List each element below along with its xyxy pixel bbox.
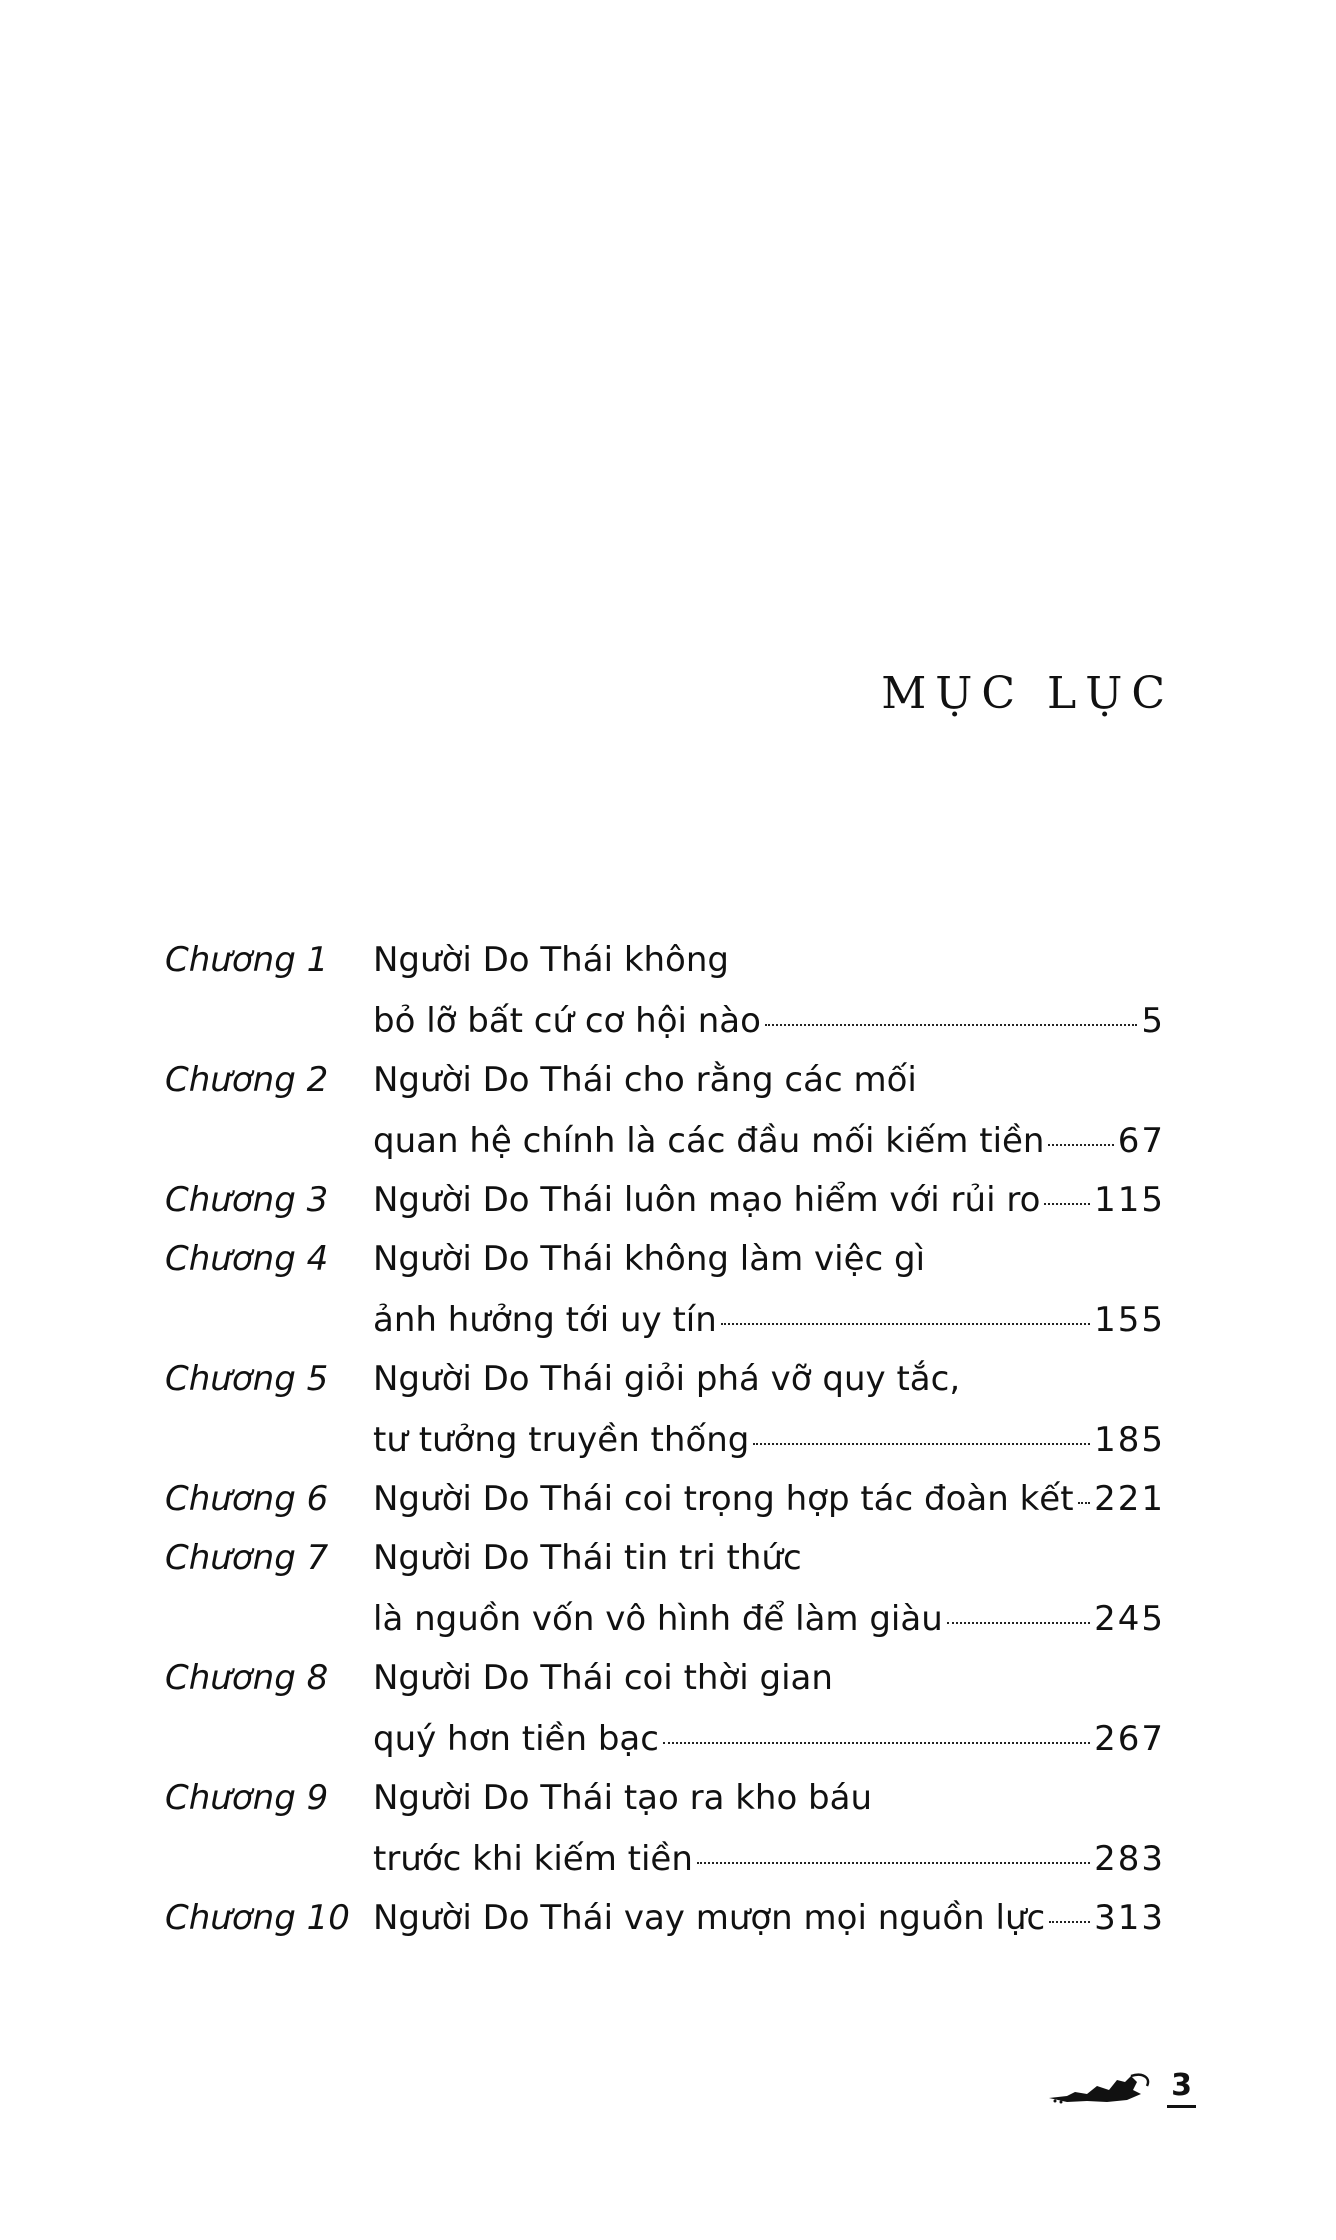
page-ref: 313 — [1094, 1898, 1165, 1938]
entry-lines — [373, 1170, 1165, 1231]
entry-final-line — [373, 1829, 1165, 1890]
toc-entry — [165, 1888, 1165, 1949]
toc-entry — [165, 1349, 1165, 1471]
entry-title-line: là nguồn vốn vô hình để làm giàu — [373, 1599, 943, 1639]
entry-final-line — [373, 1709, 1165, 1770]
entry-title-line: ảnh hưởng tới uy tín — [373, 1300, 717, 1340]
entry-title-line: quý hơn tiền bạc — [373, 1719, 659, 1759]
toc-entry — [165, 1469, 1165, 1530]
entry-title-line: Người Do Thái tin tri thức — [373, 1538, 802, 1578]
toc-entry — [165, 930, 1165, 1052]
entry-lines — [373, 1050, 1165, 1172]
entry-title-line: Người Do Thái coi trọng hợp tác đoàn kết — [373, 1479, 1074, 1519]
entry-lines — [373, 1349, 1165, 1471]
entry-lines — [373, 1469, 1165, 1530]
entry-lines — [373, 1888, 1165, 1949]
entry-final-line — [373, 1170, 1165, 1231]
chapter-label: Chương 7 — [165, 1538, 329, 1578]
entry-title-line: bỏ lỡ bất cứ cơ hội nào — [373, 1001, 761, 1041]
dot-leader — [721, 1323, 1090, 1325]
entry-final-line — [373, 1888, 1165, 1949]
entry-title-line: Người Do Thái giỏi phá vỡ quy tắc, — [373, 1359, 961, 1399]
dot-leader — [753, 1443, 1090, 1445]
entry-lines — [373, 1229, 1165, 1351]
dot-leader — [765, 1024, 1137, 1026]
entry-title-line: Người Do Thái coi thời gian — [373, 1658, 833, 1698]
entry-lines — [373, 930, 1165, 1052]
dot-leader — [663, 1742, 1090, 1744]
entry-title-line: quan hệ chính là các đầu mối kiếm tiền — [373, 1121, 1045, 1161]
dot-leader — [1049, 1921, 1090, 1923]
toc-entry — [165, 1648, 1165, 1770]
toc-entry — [165, 1170, 1165, 1231]
entry-lines — [373, 1648, 1165, 1770]
entry-title-line: tư tưởng truyền thống — [373, 1420, 750, 1460]
entry-final-line — [373, 1469, 1165, 1530]
page-ref: 67 — [1117, 1121, 1165, 1161]
fish-ornament-icon — [1047, 2068, 1157, 2108]
chapter-label: Chương 3 — [165, 1180, 329, 1220]
entry-title-line: Người Do Thái tạo ra kho báu — [373, 1778, 873, 1818]
entry-final-line — [373, 1589, 1165, 1650]
entry-final-line — [373, 1290, 1165, 1351]
dot-leader — [947, 1622, 1090, 1624]
chapter-label: Chương 5 — [165, 1359, 329, 1399]
chapter-label: Chương 4 — [165, 1239, 329, 1279]
entry-lines — [373, 1768, 1165, 1890]
entry-lines — [373, 1528, 1165, 1650]
dot-leader — [1078, 1502, 1091, 1504]
entry-title-line: Người Do Thái không — [373, 940, 729, 980]
chapter-label: Chương 8 — [165, 1658, 329, 1698]
dot-leader — [1044, 1203, 1090, 1205]
page-ref: 245 — [1094, 1599, 1165, 1639]
chapter-label: Chương 6 — [165, 1479, 329, 1519]
entry-title-line: Người Do Thái vay mượn mọi nguồn lực — [373, 1898, 1046, 1938]
page-number: 3 — [1167, 2068, 1196, 2108]
chapter-label: Chương 2 — [165, 1060, 329, 1100]
page-ref: 155 — [1094, 1300, 1165, 1340]
chapter-label: Chương 1 — [165, 940, 329, 980]
entry-final-line — [373, 1111, 1165, 1172]
dot-leader — [1048, 1144, 1113, 1146]
toc-entry — [165, 1768, 1165, 1890]
toc-list — [165, 930, 1165, 1947]
chapter-label: Chương 10 — [165, 1898, 350, 1938]
toc-entry — [165, 1050, 1165, 1172]
page-ref: 115 — [1094, 1180, 1165, 1220]
page-ref: 283 — [1094, 1839, 1165, 1879]
page-ref: 267 — [1094, 1719, 1165, 1759]
entry-final-line — [373, 991, 1165, 1052]
dot-leader — [697, 1862, 1090, 1864]
page-ref: 185 — [1094, 1420, 1165, 1460]
entry-title-line: Người Do Thái không làm việc gì — [373, 1239, 926, 1279]
page-ref: 221 — [1094, 1479, 1165, 1519]
toc-title: MỤC LỤC — [881, 668, 1174, 719]
page-footer — [1047, 2068, 1196, 2108]
entry-title-line: trước khi kiếm tiền — [373, 1839, 693, 1879]
entry-final-line — [373, 1410, 1165, 1471]
chapter-label: Chương 9 — [165, 1778, 329, 1818]
toc-entry — [165, 1528, 1165, 1650]
entry-title-line: Người Do Thái luôn mạo hiểm với rủi ro — [373, 1180, 1041, 1220]
entry-title-line: Người Do Thái cho rằng các mối — [373, 1060, 917, 1100]
page-ref: 5 — [1141, 1001, 1165, 1041]
toc-entry — [165, 1229, 1165, 1351]
